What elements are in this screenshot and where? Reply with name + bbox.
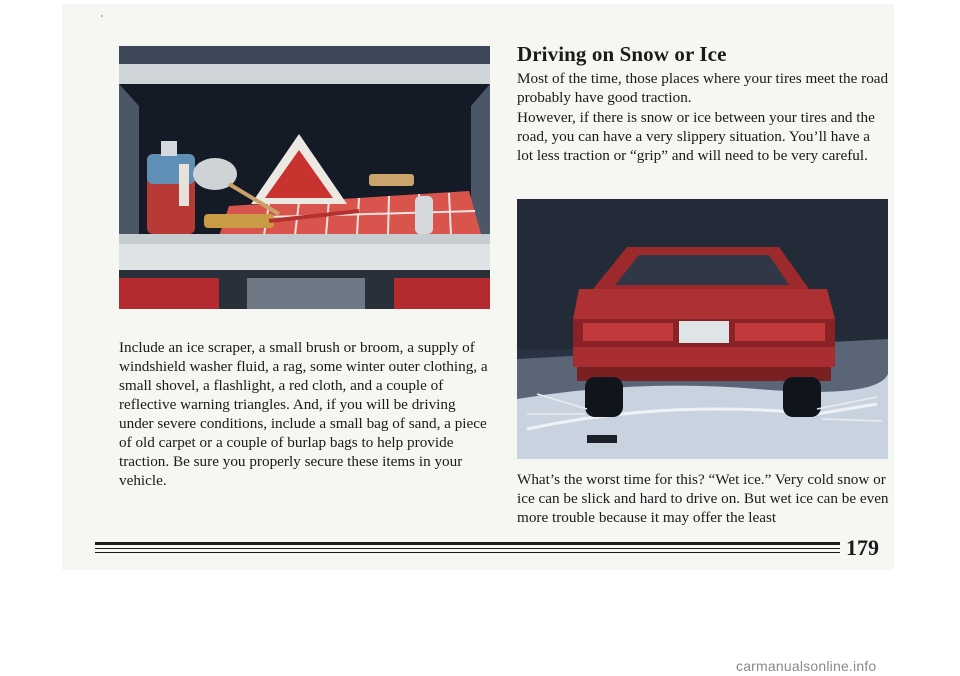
footer-rule-thin-lower <box>95 552 840 553</box>
footer-rule-thin <box>95 548 840 549</box>
watermark-link[interactable]: carmanualsonline.info <box>736 658 877 674</box>
car-on-ice-illustration <box>517 199 888 459</box>
paragraph-traction: Most of the time, those places where your tires meet the road probably have good traction. <box>517 70 889 106</box>
paragraph-wet-ice: What’s the worst time for this? “Wet ice.” Very cold snow or ice can be slick and hard to drive on. But wet ice can be even more trouble because it may offer the least <box>517 471 889 526</box>
page-number: 179 <box>846 535 879 560</box>
section-heading: Driving on Snow or Ice <box>517 42 727 66</box>
page-speck <box>101 15 103 17</box>
paragraph-slippery: However, if there is snow or ice between your tires and the road, you can have a very slippery situation. You’ll have a lot less traction or “grip” and will need to be very careful. <box>517 109 875 164</box>
paragraph-emergency-kit: Include an ice scraper, a small brush or broom, a supply of windshield washer fluid, a rag, some winter outer clothing, a small shovel, a flashlight, a red cloth, and a couple of reflective warning triangles. And, if you will be driving under severe conditions, include a small bag of sand, a piece of old carpet or a couple of burlap bags to help provide traction. Be sure you properly secure these items in your vehicle. <box>119 339 488 489</box>
trunk-emergency-kit-illustration <box>119 46 490 309</box>
footer-rule-thick <box>95 542 840 545</box>
